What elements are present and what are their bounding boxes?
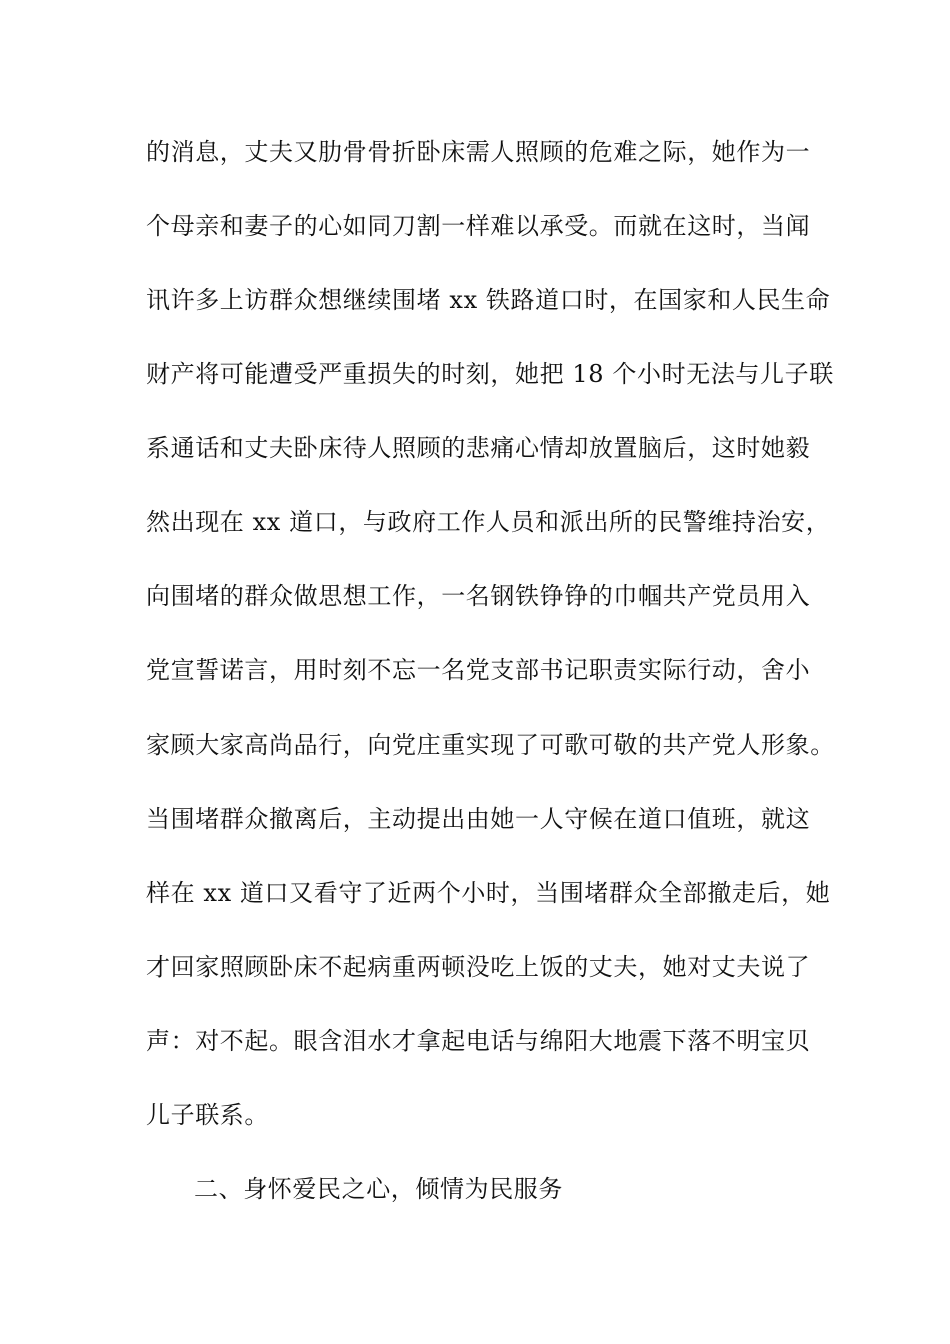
paragraph-line: 然出现在 xx 道口，与政府工作人员和派出所的民警维持治安， <box>146 508 831 536</box>
paragraph-line: 讯许多上访群众想继续围堵 xx 铁路道口时，在国家和人民生命 <box>146 286 831 314</box>
paragraph-line: 党宣誓诺言，用时刻不忘一名党支部书记职责实际行动，舍小 <box>146 656 811 684</box>
paragraph-line: 儿子联系。 <box>146 1101 269 1129</box>
paragraph-line: 系通话和丈夫卧床待人照顾的悲痛心情却放置脑后，这时她毅 <box>146 434 811 462</box>
section-heading: 二、身怀爱民之心，倾情为民服务 <box>194 1175 563 1203</box>
paragraph-line: 的消息，丈夫又肋骨骨折卧床需人照顾的危难之际，她作为一 <box>146 138 811 166</box>
paragraph-line: 家顾大家高尚品行，向党庄重实现了可歌可敬的共产党人形象。 <box>146 731 835 759</box>
paragraph-line: 声：对不起。眼含泪水才拿起电话与绵阳大地震下落不明宝贝 <box>146 1027 811 1055</box>
paragraph-line: 才回家照顾卧床不起病重两顿没吃上饭的丈夫，她对丈夫说了 <box>146 953 811 981</box>
paragraph-line: 个母亲和妻子的心如同刀割一样难以承受。而就在这时，当闻 <box>146 212 811 240</box>
paragraph-line: 向围堵的群众做思想工作，一名钢铁铮铮的巾帼共产党员用入 <box>146 582 811 610</box>
paragraph-line: 样在 xx 道口又看守了近两个小时，当围堵群众全部撤走后，她 <box>146 879 831 907</box>
paragraph-line: 当围堵群众撤离后，主动提出由她一人守候在道口值班，就这 <box>146 805 811 833</box>
paragraph-line: 财产将可能遭受严重损失的时刻，她把 18 个小时无法与儿子联 <box>146 360 834 388</box>
